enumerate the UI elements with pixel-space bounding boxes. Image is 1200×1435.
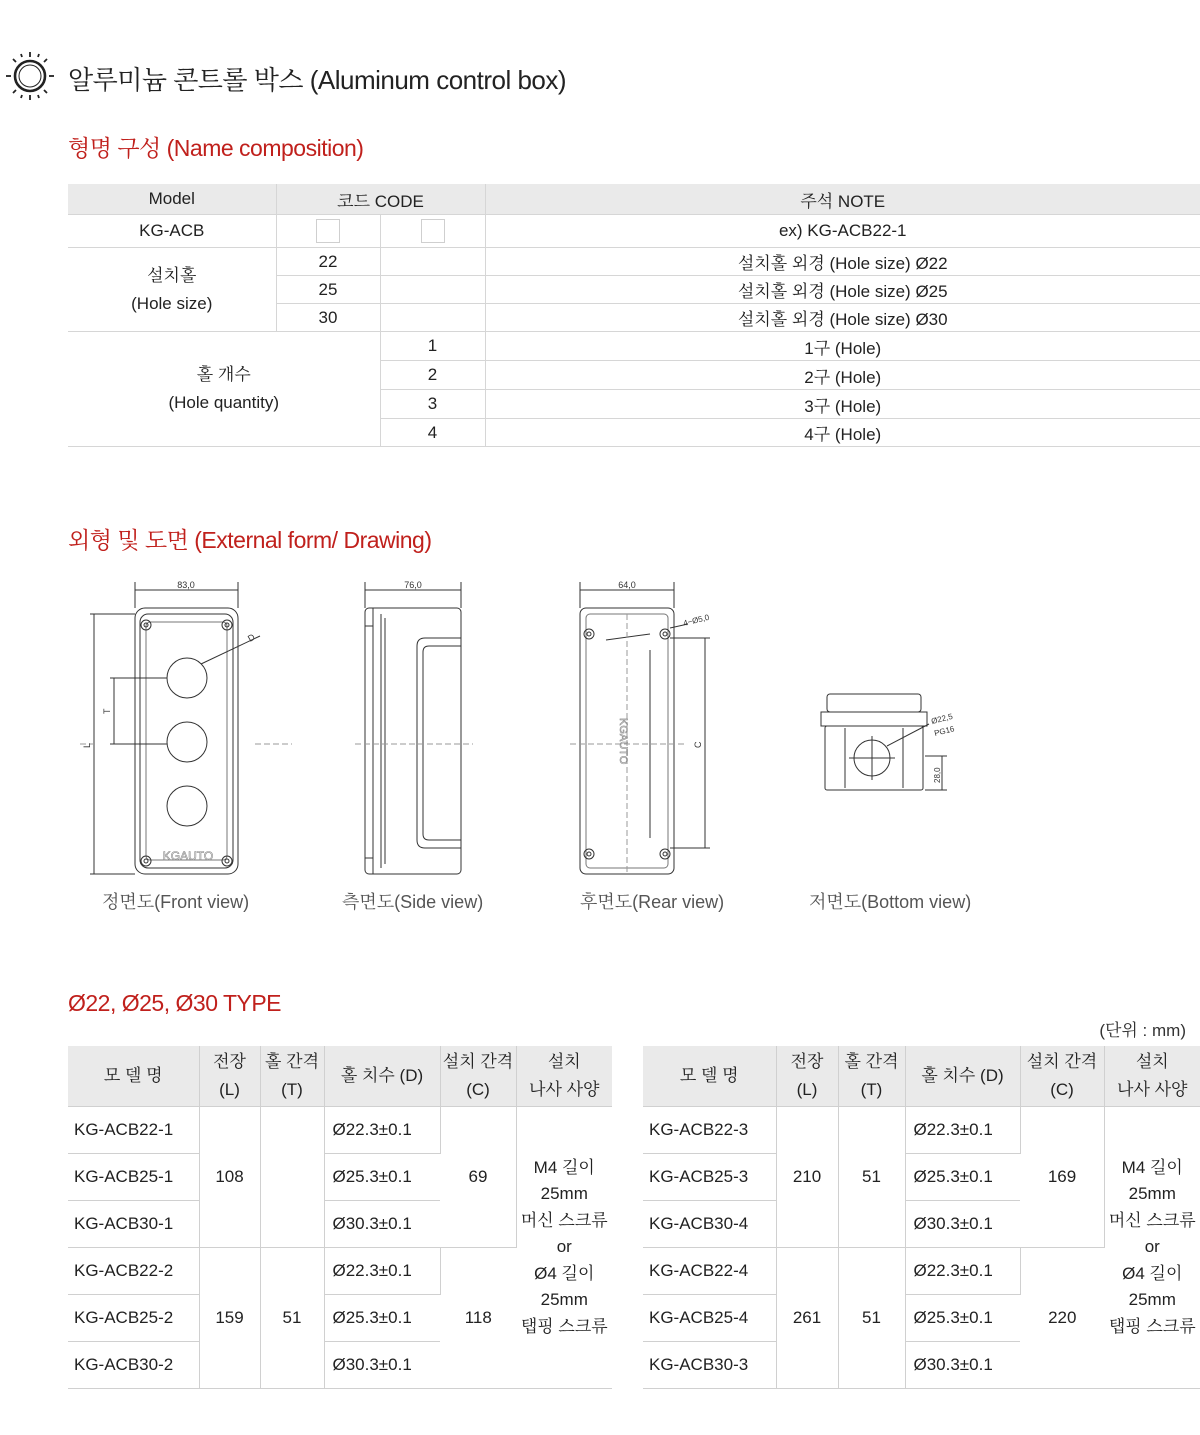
rear-width-dim: 64,0: [618, 580, 636, 590]
side-view-caption: 측면도(Side view): [342, 892, 484, 912]
hole-value: Ø25.3±0.1: [905, 1154, 1020, 1201]
install-value: 220: [1020, 1248, 1104, 1389]
hole-qty-label: 홀 개수 (Hole quantity): [68, 332, 380, 447]
hole-size-code: 22: [276, 248, 380, 276]
header-install: 설치 간격 (C): [1020, 1046, 1104, 1107]
side-view-drawing: [355, 578, 485, 878]
header-model-name: 모 델 명: [643, 1046, 776, 1107]
unit-label: (단위 : mm): [1099, 1021, 1186, 1040]
hole-value: Ø22.3±0.1: [905, 1107, 1020, 1154]
header-model: Model: [68, 184, 276, 215]
section-title-name-composition: 형명 구성 (Name composition): [68, 135, 364, 161]
bottom-height-dim: 28,0: [933, 767, 942, 783]
model-name: KG-ACB25-4: [643, 1295, 776, 1342]
front-logo-text: KGAUTO: [162, 849, 214, 863]
install-value: 169: [1020, 1107, 1104, 1248]
hole-qty-note: 2구 (Hole): [485, 361, 1200, 390]
code-box-1: [276, 215, 380, 248]
hole-size-label: 설치홀 (Hole size): [68, 248, 276, 332]
install-value: 118: [440, 1248, 516, 1389]
header-screw: 설치 나사 사양: [516, 1046, 612, 1107]
rear-logo-text: KGAUTO: [617, 718, 629, 765]
front-t-dim: T: [102, 708, 112, 714]
rear-c-dim: C: [693, 741, 703, 748]
header-length: 전장 (L): [199, 1046, 260, 1107]
model-cell: KG-ACB: [68, 215, 276, 248]
hole-qty-code: 2: [380, 361, 485, 390]
length-value: 159: [199, 1248, 260, 1389]
hole-value: Ø22.3±0.1: [324, 1107, 440, 1154]
hole-size-note: 설치홀 외경 (Hole size) Ø22: [485, 248, 1200, 276]
hole-value: Ø30.3±0.1: [324, 1201, 440, 1248]
model-name: KG-ACB30-2: [68, 1342, 199, 1389]
sun-icon: [2, 50, 54, 102]
page-title: 알루미늄 콘트롤 박스 (Aluminum control box): [68, 65, 567, 95]
header-code: 코드 CODE: [276, 184, 485, 215]
model-name: KG-ACB25-2: [68, 1295, 199, 1342]
spacing-value: 51: [260, 1248, 324, 1389]
hole-size-note: 설치홀 외경 (Hole size) Ø25: [485, 276, 1200, 304]
hole-qty-code: 1: [380, 332, 485, 361]
front-width-dim: 83,0: [177, 580, 195, 590]
model-name: KG-ACB25-3: [643, 1154, 776, 1201]
front-view-drawing: [80, 578, 310, 878]
header-length: 전장 (L): [776, 1046, 838, 1107]
section-title-drawing: 외형 및 도면 (External form/ Drawing): [68, 527, 432, 553]
rear-view-drawing: [570, 578, 740, 878]
hole-qty-code: 4: [380, 419, 485, 447]
name-composition-table: [68, 184, 1200, 447]
front-view-caption: 정면도(Front view): [102, 892, 250, 912]
bottom-dia-dim: Ø22,5: [930, 711, 954, 726]
front-d-dim: D: [246, 631, 257, 644]
rear-holes-dim: 4−Ø5,0: [682, 612, 711, 628]
header-install: 설치 간격 (C): [440, 1046, 516, 1107]
hole-value: Ø25.3±0.1: [905, 1295, 1020, 1342]
hole-value: Ø30.3±0.1: [905, 1201, 1020, 1248]
hole-size-code: 25: [276, 276, 380, 304]
hole-qty-code: 3: [380, 390, 485, 419]
hole-value: Ø25.3±0.1: [324, 1295, 440, 1342]
header-spacing: 홀 간격 (T): [838, 1046, 905, 1107]
header-hole-dim: 홀 치수 (D): [324, 1046, 440, 1107]
front-l-dim: L: [82, 742, 92, 748]
hole-size-code: 30: [276, 304, 380, 332]
header-model-name: 모 델 명: [68, 1046, 199, 1107]
model-name: KG-ACB22-4: [643, 1248, 776, 1295]
length-value: 210: [776, 1107, 838, 1248]
model-name: KG-ACB25-1: [68, 1154, 199, 1201]
screw-spec: M4 길이 25mm 머신 스크류 or Ø4 길이 25mm 탭핑 스크류: [516, 1107, 612, 1389]
hole-qty-note: 1구 (Hole): [485, 332, 1200, 361]
bottom-view-caption: 저면도(Bottom view): [809, 892, 972, 912]
spacing-value: 51: [838, 1248, 905, 1389]
hole-value: Ø30.3±0.1: [905, 1342, 1020, 1389]
hole-value: Ø22.3±0.1: [324, 1248, 440, 1295]
model-name: KG-ACB22-1: [68, 1107, 199, 1154]
code-square: [316, 219, 340, 243]
code-square: [421, 219, 445, 243]
section-title-type: Ø22, Ø25, Ø30 TYPE: [68, 990, 282, 1016]
side-width-dim: 76,0: [404, 580, 422, 590]
spec-table-right: [643, 1046, 1200, 1389]
model-name: KG-ACB22-3: [643, 1107, 776, 1154]
length-value: 261: [776, 1248, 838, 1389]
header-spacing: 홀 간격 (T): [260, 1046, 324, 1107]
spacing-value: 51: [838, 1107, 905, 1248]
model-name: KG-ACB30-3: [643, 1342, 776, 1389]
hole-value: Ø30.3±0.1: [324, 1342, 440, 1389]
example-cell: ex) KG-ACB22-1: [485, 215, 1200, 248]
hole-qty-note: 3구 (Hole): [485, 390, 1200, 419]
length-value: 108: [199, 1107, 260, 1248]
screw-spec: M4 길이 25mm 머신 스크류 or Ø4 길이 25mm 탭핑 스크류: [1104, 1107, 1200, 1389]
install-value: 69: [440, 1107, 516, 1248]
header-hole-dim: 홀 치수 (D): [905, 1046, 1020, 1107]
spacing-value: [260, 1107, 324, 1248]
hole-size-note: 설치홀 외경 (Hole size) Ø30: [485, 304, 1200, 332]
header-note: 주석 NOTE: [485, 184, 1200, 215]
header-screw: 설치 나사 사양: [1104, 1046, 1200, 1107]
bottom-pg-dim: PG16: [933, 724, 956, 738]
hole-value: Ø25.3±0.1: [324, 1154, 440, 1201]
model-name: KG-ACB22-2: [68, 1248, 199, 1295]
model-name: KG-ACB30-4: [643, 1201, 776, 1248]
hole-qty-note: 4구 (Hole): [485, 419, 1200, 447]
rear-view-caption: 후면도(Rear view): [580, 892, 725, 912]
model-name: KG-ACB30-1: [68, 1201, 199, 1248]
hole-value: Ø22.3±0.1: [905, 1248, 1020, 1295]
bottom-view-drawing: [815, 688, 975, 798]
code-box-2: [380, 215, 485, 248]
spec-table-left: [68, 1046, 612, 1389]
